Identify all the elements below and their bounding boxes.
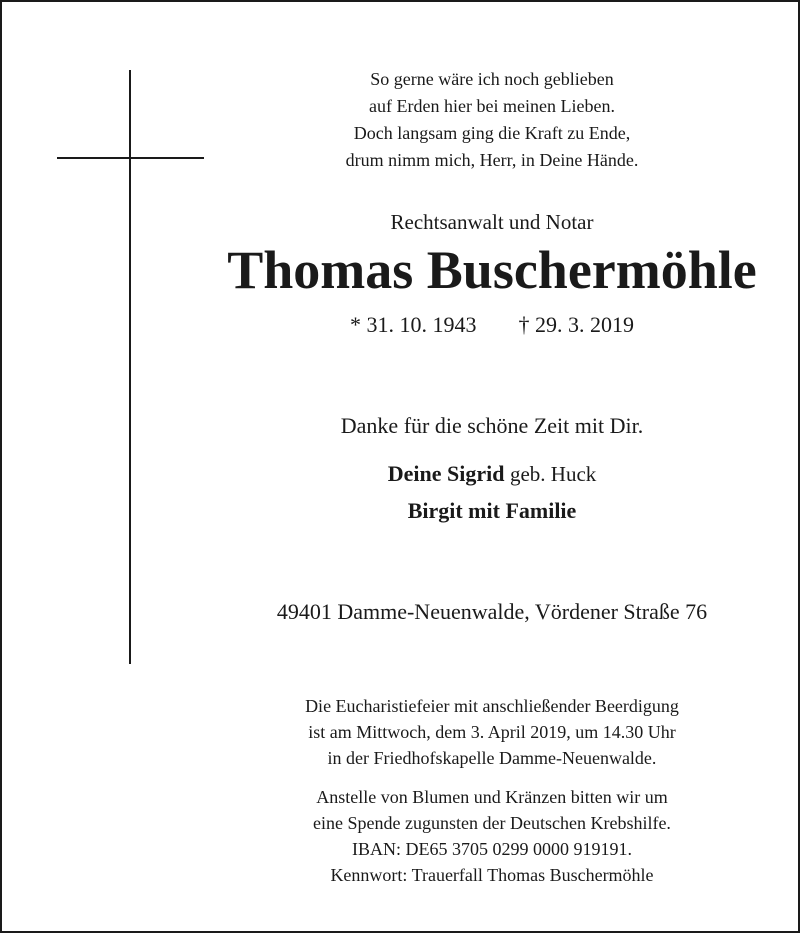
mourner-family: Birgit mit Familie xyxy=(407,498,577,523)
family-address: 49401 Damme-Neuenwalde, Vördener Straße 76 xyxy=(276,599,708,624)
service-line: Die Eucharistiefeier mit anschließender Beerdigung xyxy=(305,696,679,716)
mourner-spouse-maiden-name: geb. Huck xyxy=(509,462,597,486)
deceased-profession: Rechtsanwalt und Notar xyxy=(390,210,594,234)
cross-vertical-bar xyxy=(129,70,131,664)
poem-line: drum nimm mich, Herr, in Deine Hände. xyxy=(345,150,639,170)
life-dates xyxy=(192,311,792,339)
donation-line: Anstelle von Blumen und Kränzen bitten wir um xyxy=(316,787,668,807)
service-line: in der Friedhofskapelle Damme-Neuenwalde. xyxy=(327,748,657,768)
death-date: † 29. 3. 2019 xyxy=(518,312,634,337)
donation-request xyxy=(192,784,792,888)
thanks-line: Danke für die schöne Zeit mit Dir. xyxy=(340,413,644,438)
donation-line: eine Spende zugunsten der Deutschen Krebshilfe. xyxy=(313,813,671,833)
poem xyxy=(192,66,792,174)
mourner-spouse-name: Deine Sigrid xyxy=(387,461,505,486)
birth-date: * 31. 10. 1943 xyxy=(350,312,477,337)
deceased-name: Thomas Buschermöhle xyxy=(227,240,757,300)
service-line: ist am Mittwoch, dem 3. April 2019, um 14.30 Uhr xyxy=(308,722,676,742)
funeral-service-info xyxy=(192,693,792,771)
poem-line: So gerne wäre ich noch geblieben xyxy=(370,69,614,89)
donation-keyword: Kennwort: Trauerfall Thomas Buschermöhle xyxy=(330,865,654,885)
poem-line: auf Erden hier bei meinen Lieben. xyxy=(369,96,615,116)
mourner-spouse xyxy=(192,459,792,489)
donation-iban: IBAN: DE65 3705 0299 0000 919191. xyxy=(352,839,632,859)
cross-horizontal-bar xyxy=(57,157,204,159)
poem-line: Doch langsam ging die Kraft zu Ende, xyxy=(353,123,631,143)
